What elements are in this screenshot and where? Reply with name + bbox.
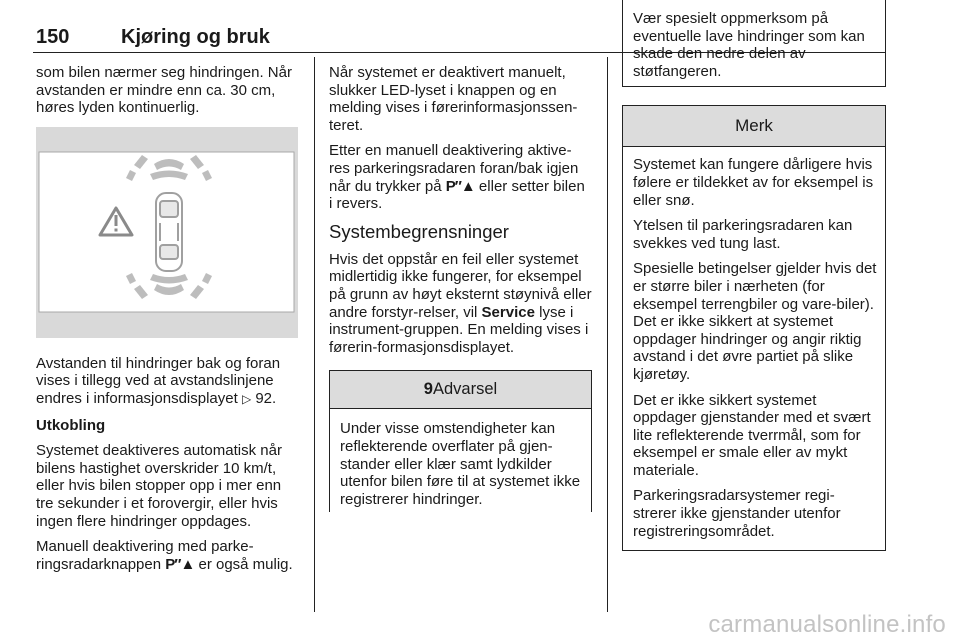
paragraph: Systemet deaktiveres automatisk når bilens hastighet overskrider 10 km/t, eller hvis bilen stopper opp i mer enn tre sekunder i et forovergir, eller hvis ingen flere hindringer oppdages. [36, 442, 282, 530]
warning-symbol-icon: 9 [423, 380, 433, 399]
warning-header [330, 370, 591, 409]
column-2 [329, 64, 592, 512]
page-reference[interactable]: 92. [255, 389, 277, 407]
note-title: Merk [623, 106, 885, 147]
note-body [623, 147, 885, 550]
note-paragraph: Spesielle betingelser gjelder hvis det er større biler i nærheten (for eksempel terrengbiler og vare-biler). Det er ikke sikkert at systemet oppdager hindringer og angir riktig avstand i det øvre partiet på slike kjøretøy. [633, 260, 877, 383]
note-paragraph: Ytelsen til parkeringsradaren kan svekkes ved tung last. [633, 217, 853, 252]
note-paragraph: Parkeringsradarsystemer regi-strerer ikke gjenstander utenfor registreringsområdet. [633, 487, 841, 540]
warning-title: Advarsel [432, 380, 498, 399]
paragraph: Hvis det oppstår en feil eller systemet midlertidig ikke fungerer, for eksempel på grunn av høyt eksternt støynivå eller andre forstyr-relser, vil Service lyse i instrument-gruppen. En melding vises i førerin-formasjonsdisplayet. [329, 250, 592, 356]
note-paragraph: Systemet kan fungere dårligere hvis følere er tildekket av for eksempel is eller snø. [633, 156, 874, 209]
note-box [622, 105, 886, 551]
column-divider-left [314, 57, 315, 612]
column-1 [36, 64, 298, 581]
subheading: Utkobling [36, 416, 106, 434]
column-divider-right [607, 57, 608, 612]
section-heading: Systembegrensninger [329, 220, 509, 242]
page-number: 150 [36, 26, 70, 48]
parking-radar-diagram [36, 127, 298, 338]
parking-radar-button-icon: P″▲ [445, 177, 475, 195]
warning-box [329, 370, 592, 512]
note-paragraph: Det er ikke sikkert systemet oppdager gjenstander med et svært lite reflekterende tverrmål, som for eksempel er smale eller av mykt materiale. [633, 391, 871, 479]
page-reference-arrow-icon: ▷ [241, 391, 252, 406]
parking-radar-illustration [36, 127, 298, 338]
page-title: Kjøring og bruk [121, 26, 270, 48]
service-indicator-label: Service [481, 303, 535, 321]
paragraph: Når systemet er deaktivert manuelt, slukker LED-lyset i knappen og en melding vises i førerinformasjonssen-teret. [329, 64, 578, 134]
warning-box-continued [622, 0, 886, 87]
parking-radar-button-icon: P″▲ [165, 555, 195, 573]
warning-body: Under visse omstendigheter kan reflekterende overflater på gjen-stander eller klær samt lydkilder utenfor bilen føre til at systemet ikke registrerer hindringer. [340, 420, 581, 508]
paragraph: Etter en manuell deaktivering aktive-res parkeringsradaren foran/bak igjen når du trykker på P″▲ eller setter bilen i revers. [329, 142, 585, 213]
paragraph: Avstanden til hindringer bak og foran vises i tillegg ved at avstandslinjene endres i informasjonsdisplayet ▷ 92. [36, 354, 281, 407]
paragraph: Manuell deaktivering med parke-ringsradarknappen P″▲ er også mulig. [36, 538, 293, 573]
column-3 [622, 10, 886, 551]
paragraph: som bilen nærmer seg hindringen. Når avstanden er mindre enn ca. 30 cm, høres lyden kontinuerlig. [36, 64, 292, 117]
watermark: carmanualsonline.info [708, 611, 946, 638]
warning-continued-text: Vær spesielt oppmerksom på eventuelle lave hindringer som kan skade den nedre delen av støtfangeren. [633, 10, 865, 80]
